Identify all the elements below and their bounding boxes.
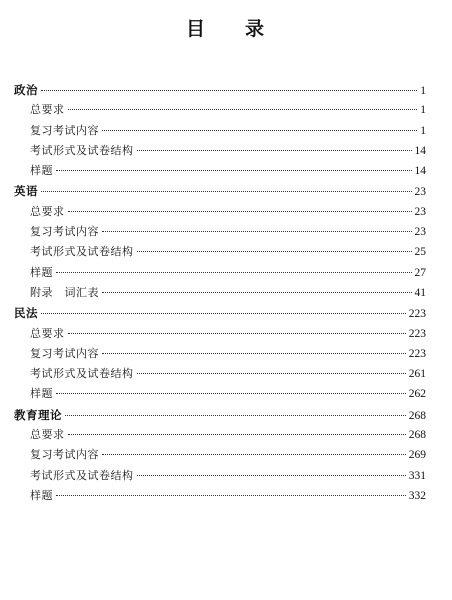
toc-entry-label: 复习考试内容	[30, 448, 99, 462]
toc-entry-label: 考试形式及试卷结构	[30, 468, 134, 482]
dot-leader	[102, 292, 412, 293]
toc-entry-label: 政治	[14, 83, 38, 97]
dot-leader	[41, 313, 406, 314]
toc-entry-label: 样题	[30, 265, 53, 279]
toc-item[interactable]	[14, 263, 426, 283]
toc-item[interactable]	[14, 425, 426, 445]
title-char-2: 录	[245, 18, 267, 40]
toc-entry-label: 教育理论	[14, 407, 62, 422]
toc-page-number: 268	[408, 409, 426, 422]
toc-item[interactable]	[14, 344, 426, 364]
toc-page-number: 14	[414, 165, 426, 178]
toc-item[interactable]	[14, 141, 426, 161]
toc-page-number: 1	[420, 124, 426, 137]
dot-leader	[137, 251, 412, 252]
toc-item[interactable]	[14, 324, 426, 344]
dot-leader	[41, 90, 417, 91]
toc-entry-label: 复习考试内容	[30, 346, 99, 360]
toc-section[interactable]	[14, 80, 426, 100]
toc-page-number: 268	[408, 429, 426, 442]
toc-page-number: 14	[414, 144, 426, 157]
toc-section[interactable]	[14, 405, 426, 425]
dot-leader	[56, 272, 412, 273]
dot-leader	[56, 170, 412, 171]
toc-entry-label: 总要求	[30, 204, 65, 218]
toc-page-number: 223	[408, 347, 426, 360]
dot-leader	[137, 373, 406, 374]
toc-page-number: 223	[408, 308, 426, 321]
toc-page-number: 23	[414, 186, 426, 199]
toc-entry-label: 样题	[30, 488, 53, 502]
toc-page-number: 1	[420, 85, 426, 97]
toc-entry-label: 附录 词汇表	[30, 285, 99, 299]
toc-section[interactable]	[14, 303, 426, 323]
toc-entry-label: 总要求	[30, 103, 65, 117]
toc-item[interactable]	[14, 222, 426, 242]
toc-page-number: 41	[414, 286, 426, 299]
dot-leader	[56, 393, 406, 394]
toc-page-number: 332	[408, 489, 426, 502]
toc-page-number: 25	[414, 246, 426, 259]
page-title	[0, 14, 452, 41]
toc-item[interactable]	[14, 100, 426, 120]
toc-item[interactable]	[14, 364, 426, 384]
toc-item[interactable]	[14, 121, 426, 141]
toc-item[interactable]	[14, 161, 426, 181]
dot-leader	[68, 211, 412, 212]
dot-leader	[68, 333, 406, 334]
dot-leader	[56, 495, 406, 496]
toc-item[interactable]	[14, 242, 426, 262]
toc-entry-label: 总要求	[30, 428, 65, 442]
toc-entry-label: 复习考试内容	[30, 123, 99, 137]
dot-leader	[102, 454, 406, 455]
toc-page-number: 23	[414, 205, 426, 218]
toc-item[interactable]	[14, 486, 426, 506]
toc-entry-label: 考试形式及试卷结构	[30, 245, 134, 259]
toc-entry-label: 复习考试内容	[30, 225, 99, 239]
title-char-1: 目	[185, 18, 207, 40]
toc-page-number: 1	[420, 104, 426, 117]
toc-item[interactable]	[14, 466, 426, 486]
dot-leader	[41, 191, 412, 192]
toc-entry-label: 考试形式及试卷结构	[30, 367, 134, 381]
dot-leader	[137, 150, 412, 151]
toc-entry-label: 考试形式及试卷结构	[30, 143, 134, 157]
dot-leader	[68, 109, 418, 110]
toc-page-number: 269	[408, 449, 426, 462]
toc-entry-label: 民法	[14, 306, 38, 321]
toc-item[interactable]	[14, 283, 426, 303]
toc-section[interactable]	[14, 181, 426, 201]
dot-leader	[102, 231, 412, 232]
dot-leader	[68, 434, 406, 435]
toc-entry-label: 样题	[30, 164, 53, 178]
toc-page-number: 261	[408, 368, 426, 381]
toc-page-number: 223	[408, 327, 426, 340]
dot-leader	[137, 475, 406, 476]
dot-leader	[102, 353, 406, 354]
table-of-contents	[14, 80, 426, 506]
toc-item[interactable]	[14, 384, 426, 404]
toc-entry-label: 英语	[14, 184, 38, 199]
toc-entry-label: 样题	[30, 387, 53, 401]
toc-page-number: 23	[414, 226, 426, 239]
dot-leader	[102, 130, 417, 131]
toc-page-number: 262	[408, 388, 426, 401]
dot-leader	[65, 415, 406, 416]
toc-page-number: 27	[414, 266, 426, 279]
toc-entry-label: 总要求	[30, 326, 65, 340]
toc-page-number: 331	[408, 469, 426, 482]
toc-item[interactable]	[14, 202, 426, 222]
toc-item[interactable]	[14, 445, 426, 465]
